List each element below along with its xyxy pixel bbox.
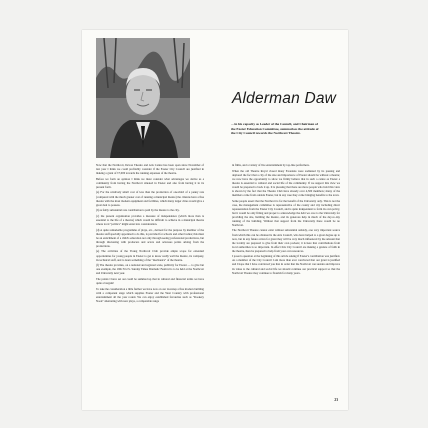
left-text-column — [96, 163, 204, 304]
portrait-photo — [96, 38, 190, 158]
page-number: 23 — [334, 398, 338, 402]
article-title: Alderman Daw — [232, 90, 337, 107]
right-text-column — [232, 163, 340, 276]
paragraph: When the old Theatre Royal closed many Exonians were saddened by its passing and deplored the fact that a city of the size and importance of Exeter should be without a theatre; we now have the opportunity to show we firmly believe that in such a centre as Exeter a theatre is essential to cultural and social life of the community. If we support this view we would be prepared to back it up. It is pleasing that there are more people who hold this view is shown by the fact that the Theatre Club have already over 4,500 members; many of the members come from outside Exeter, but in any case they come bringing benefits to the town. — [232, 168, 340, 197]
paragraph: Now that the Northcott, Devon Theatre and Arts Centre has been open since November of last year I think we could profitably consider if the Exeter City Council are justified in making a grant of £7,000 towards the running expenses of the theatre. — [96, 163, 204, 176]
paragraph: The Northcott Theatre cannot exist without substantial subsidy, one very important source from which this can be obtained is the Arts Council, who have helped to a great degree up to now, but in any future action for grant they will be very much influenced by the amount that the locality are prepared to give from their own pockets; it is here that contributions from local authorities is so important. In effect this City Council are making a gesture of faith in the theatre, then be prepared to help from your own resources. — [232, 228, 340, 253]
paragraph: The points I have set out could be summed up that in cultural and financial terms we have quite a bargain! — [96, 276, 204, 285]
paragraph: To take the consideration a little further we have now on our doorstep a fine modern building with a competent stage which supplies Exeter and the West Country with professional entertainment all the year round. We can enjoy established favourites such as "Rookery Nook" alternating with new plays, a comparable range — [96, 286, 204, 303]
article-intro: ... in his capacity as Leader of the Council, and Chairman of the Exeter Education Committee, summarises the attitude of the City Council towards the Northcott Theatre. — [231, 122, 319, 136]
paragraph: I posed a question at the beginning of this article asking if Exeter's contribution was justified. As a member of the City Council I am more than ever convinced that our grant is justified and I hope that I have convinced you that in order that the Northcott can sustain and improve its value to the cultural and social life we should continue our practical support so that the Northcott Theatre may continue to flourish for many years. — [232, 254, 340, 275]
paragraph: (d) A quite remarkable programme of plays, etc., devised for the purpose by member of the theatre staff specially appointed to do this, is provided for schools and other bodies; this must be an enrichment of a child's education not only through seeing professional productions, but through discussing with producers and actors and actresses points arising from the productions. — [96, 227, 205, 248]
paragraph: in films, and a variety of live entertainment by top-line performers. — [232, 163, 310, 167]
paragraph: (e) The activities of the Young Northcott Club provide ample scope for extended opportunities for young people in Exeter to get to know really well the theatre, its company, its technical staff, and to learn something of the "mechanics" of the theatre. — [96, 249, 204, 262]
paragraph: Before we form an opinion I think we must consider what advantages we derive as a community from having the Northcott situated in Exeter and also from having it in its present form. — [96, 176, 204, 189]
paragraph: (c) the present organisation provides a measure of independence (which more than is essential to the life of a theatre) which would be difficult to achieve in a municipal theatre where local "politics" might enter into consideration. — [96, 213, 204, 226]
portrait-image — [96, 38, 190, 158]
paragraph: Some people assert that the Northcott is for the benefit of the University only. This is not the case, the management committee is representative of the county and city including direct representation from the Exeter City Council, and is quite independent to form its own policy, but it would be only fitting and proper to acknowledge the debt we owe to the University for providing the site, building the theatre, and its generous help in much of the day-to-day running of the building. Without that support from the University there would be no Northcott. — [232, 198, 340, 227]
paragraph: (a) For the relatively small cost of less than the production of one-third of a penny rate (compared with the much greater cost of running a municipal theatre) the citizens have a fine theatre with the most modern equipment and facilities, which many larger cities would give a great deal to possess. — [96, 190, 204, 207]
paragraph: (f) The theatre provides, on a national and regional scale, publicity for Exeter — to give but one example, the 19th N.U.S. Sunday Times Dramatic Festival is to be held at the Northcott and University next year. — [96, 263, 204, 276]
paragraph: (b) A fairly substantial rate contribution is paid by the theatre to the city. — [96, 208, 180, 213]
magazine-page — [82, 30, 348, 410]
